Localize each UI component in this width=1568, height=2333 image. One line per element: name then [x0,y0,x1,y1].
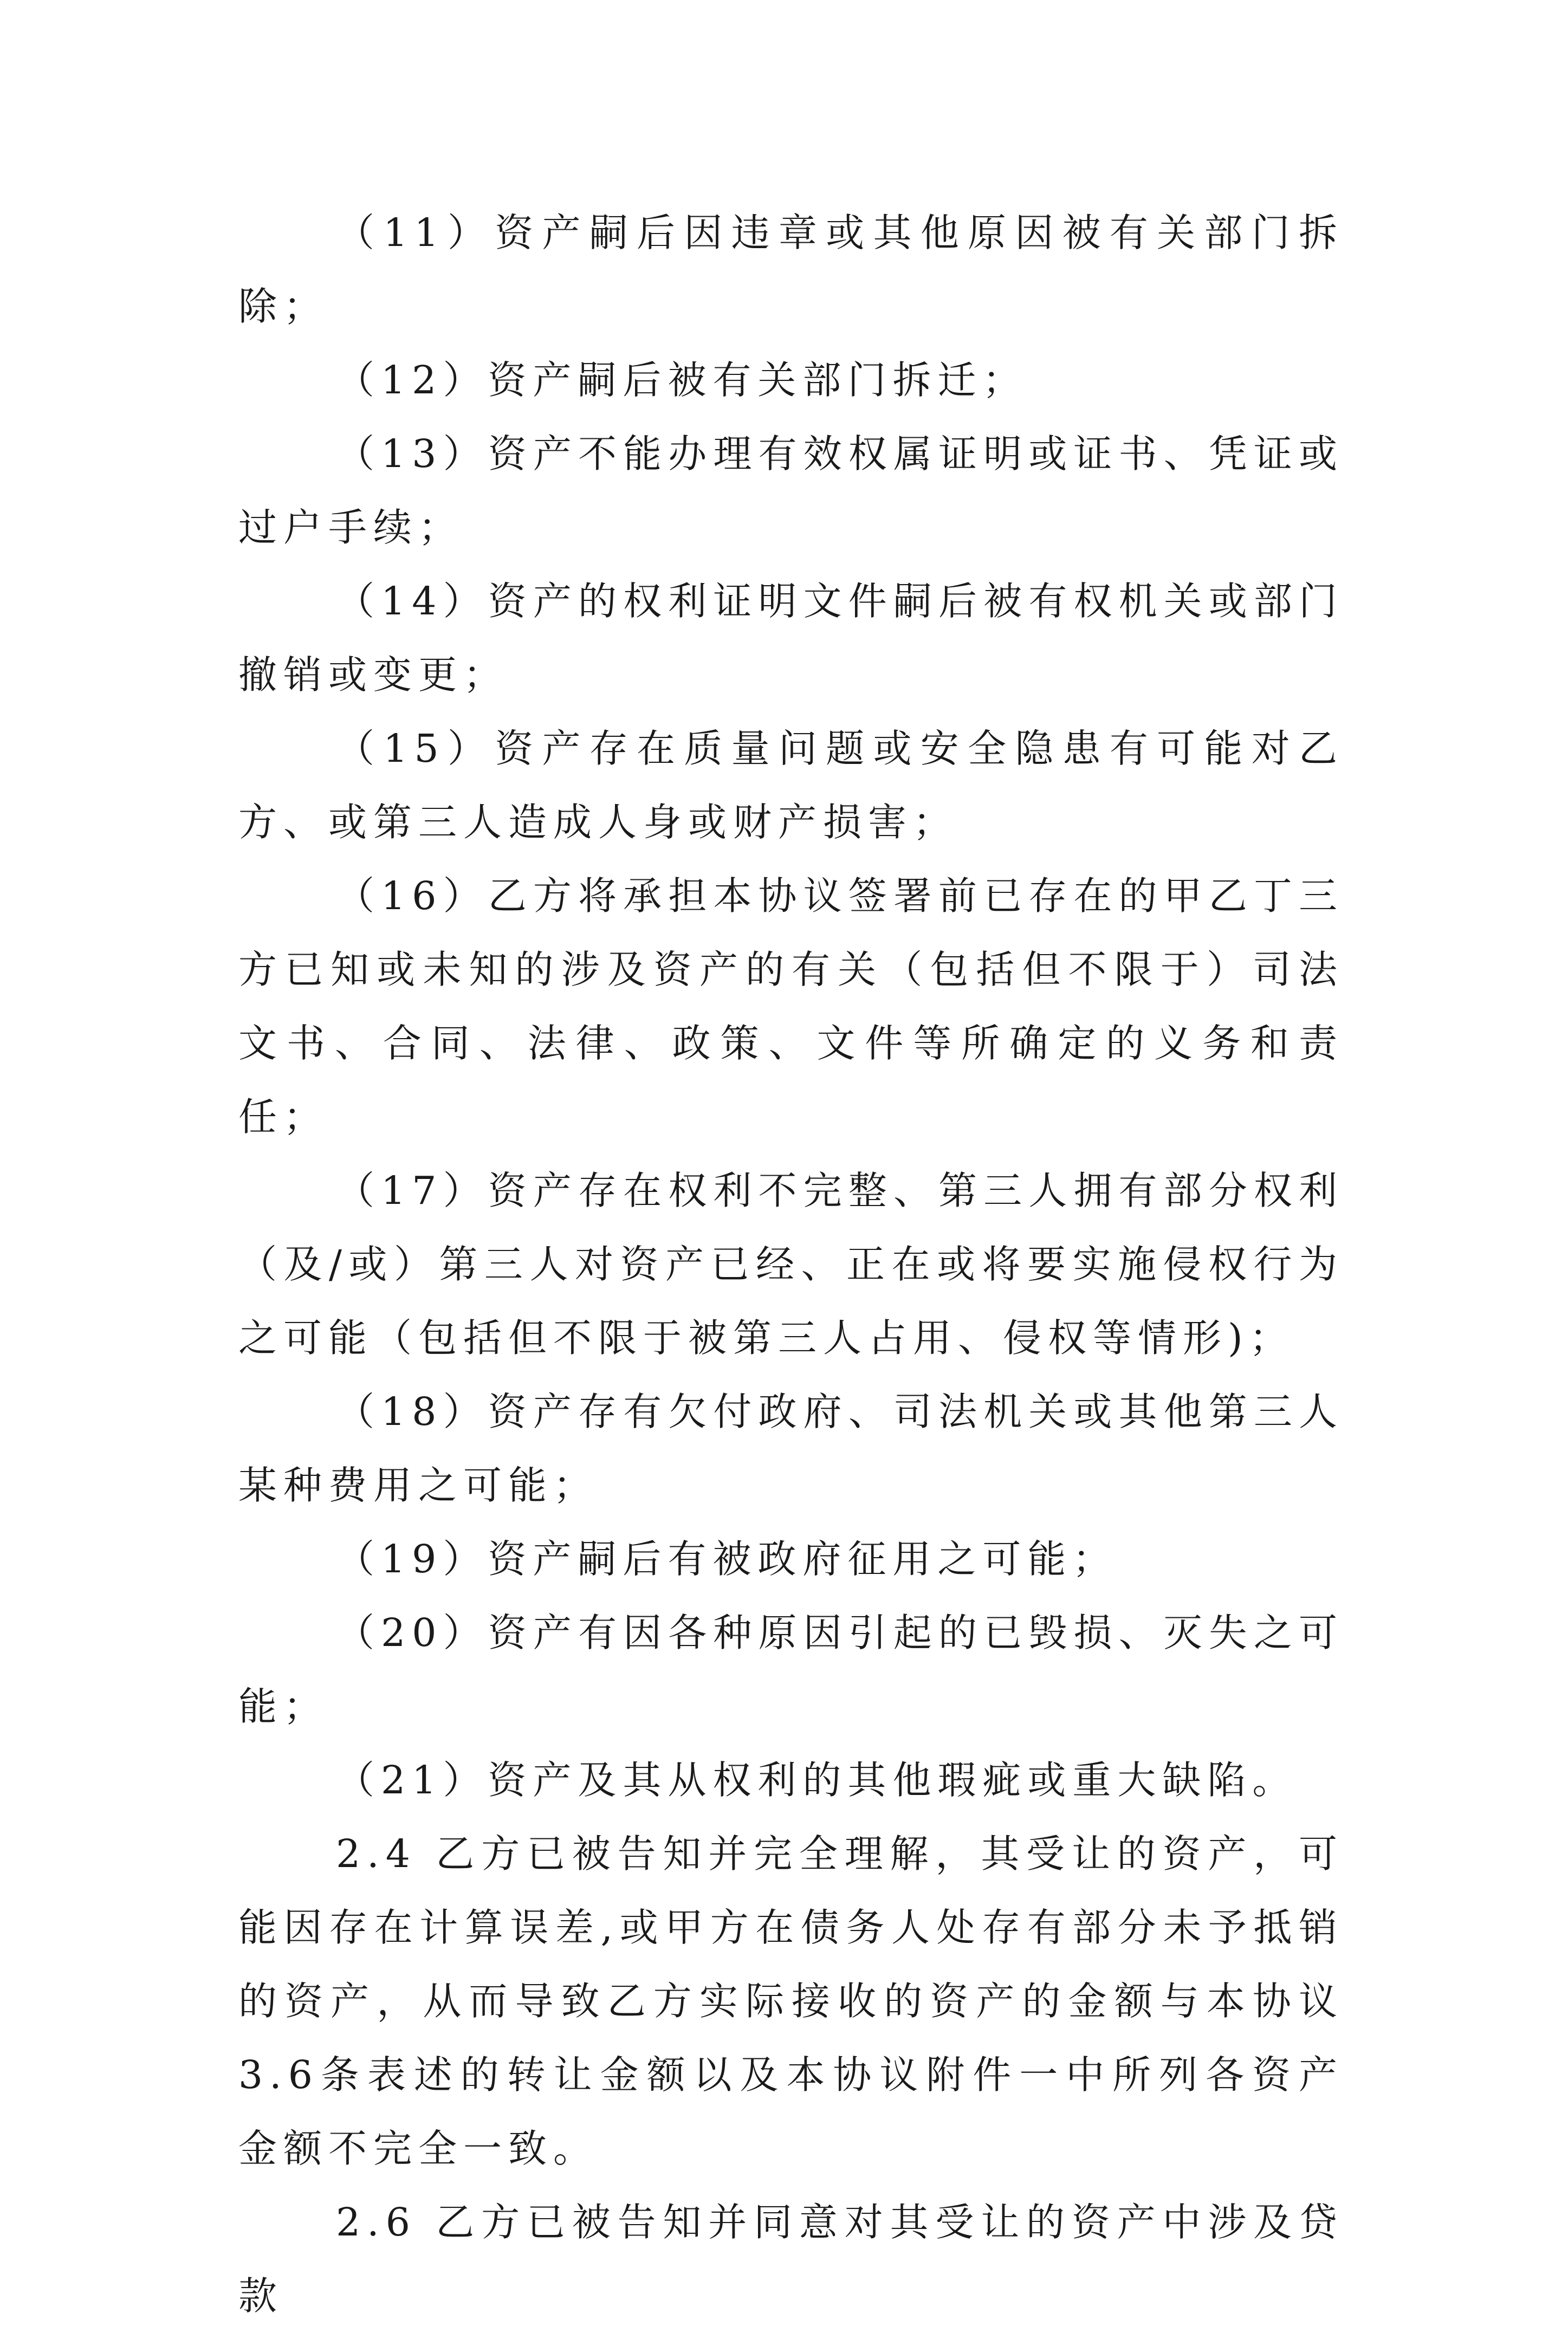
document-body [238,196,1344,2333]
clause-13: （13）资产不能办理有效权属证明或证书、凭证或过户手续； [238,431,1344,550]
clause-18: （18）资产存有欠付政府、司法机关或其他第三人某种费用之可能； [238,1389,1344,1508]
clause-17: （17）资产存在权利不完整、第三人拥有部分权利（及/或）第三人对资产已经、正在或将要实施侵权行为之可能（包括但不限于被第三人占用、侵权等情形)； [238,1168,1344,1360]
clause-19: （19）资产嗣后有被政府征用之可能； [336,1537,1118,1582]
clause-14: （14）资产的权利证明文件嗣后被有权机关或部门撤销或变更； [238,579,1344,697]
section-2-4: 2.4 乙方已被告知并完全理解，其受让的资产，可能因存在计算误差,或甲方在债务人处存有部分未予抵销的资产，从而导致乙方实际接收的资产的金额与本协议3.6条表述的转让金额以及本协议附件一中所列各资产金额不完全一致。 [238,1831,1344,2171]
clause-20: （20）资产有因各种原因引起的已毁损、灭失之可能； [238,1610,1344,1729]
clause-21: （21）资产及其从权利的其他瑕疵或重大缺陷。 [336,1758,1298,1803]
clause-11: （11）资产嗣后因违章或其他原因被有关部门拆除； [238,210,1344,329]
clause-12: （12）资产嗣后被有关部门拆迁； [336,358,1028,403]
clause-15: （15）资产存在质量问题或安全隐患有可能对乙方、或第三人造成人身或财产损害； [238,726,1344,845]
section-2-6: 2.6 乙方已被告知并同意对其受让的资产中涉及贷款 [238,2200,1344,2318]
clause-16: （16）乙方将承担本协议签署前已存在的甲乙丁三方已知或未知的涉及资产的有关（包括但不限于）司法文书、合同、法律、政策、文件等所确定的义务和责任； [238,873,1344,1139]
